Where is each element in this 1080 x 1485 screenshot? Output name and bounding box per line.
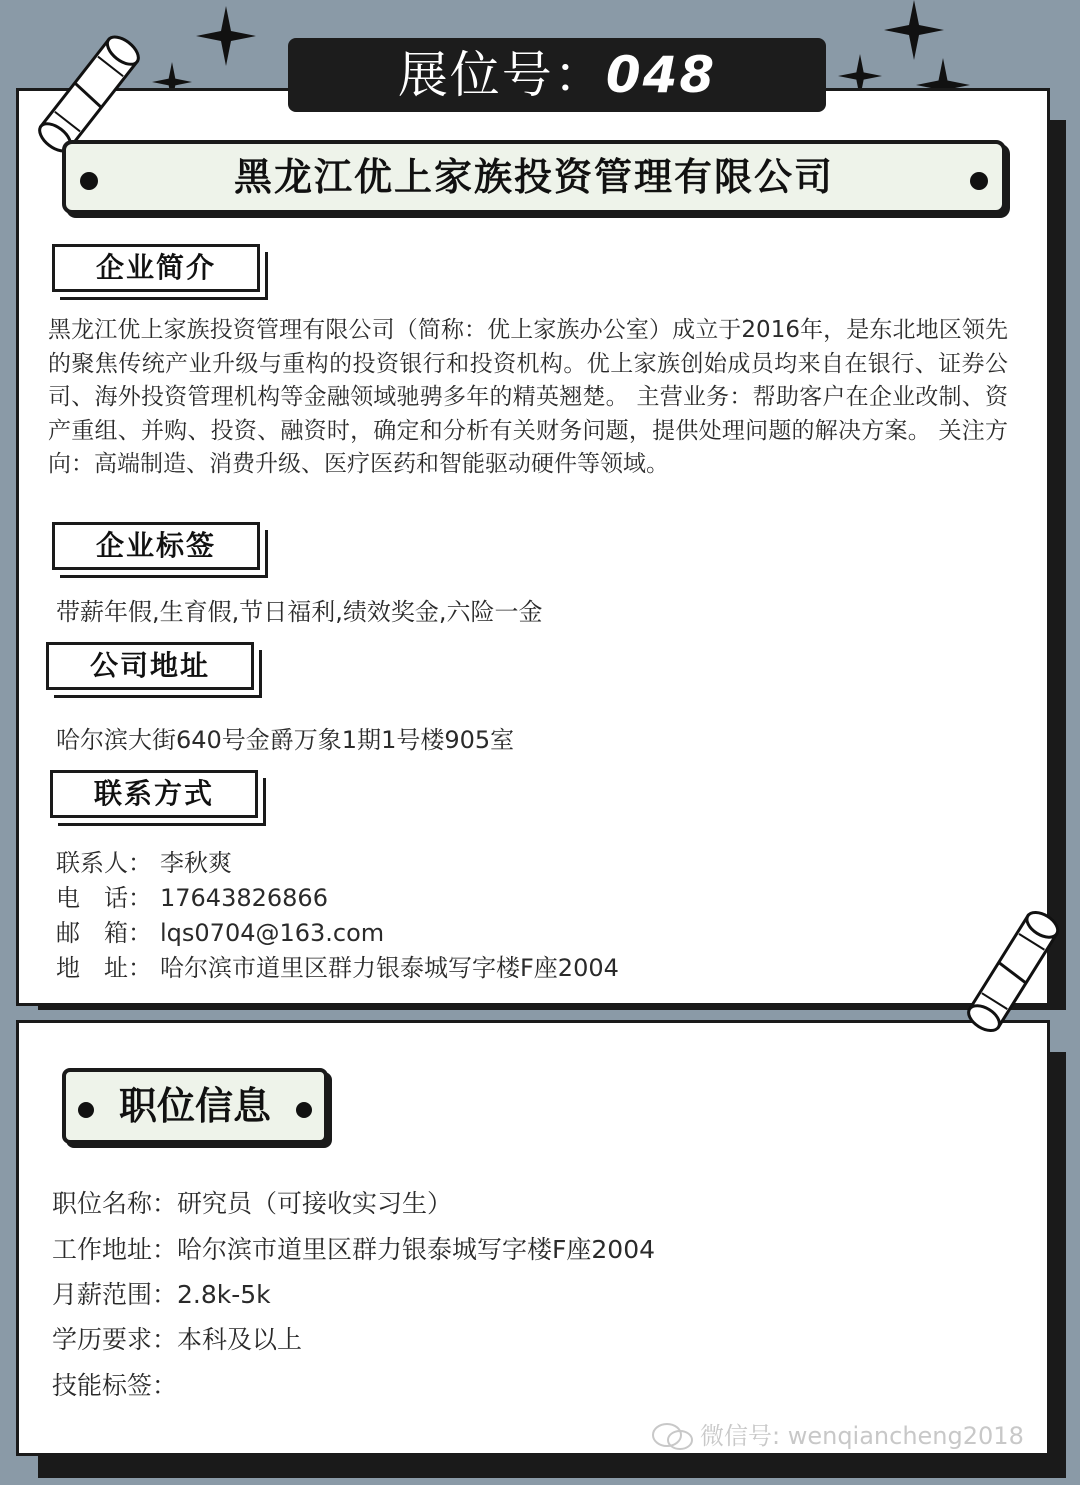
contact-label: 邮 箱： bbox=[56, 919, 152, 947]
contact-value: 哈尔滨市道里区群力银泰城写字楼F座2004 bbox=[160, 954, 619, 982]
contact-row bbox=[56, 948, 619, 983]
job-row bbox=[52, 1275, 271, 1311]
job-row bbox=[52, 1230, 655, 1266]
job-value: 本科及以上 bbox=[177, 1325, 303, 1354]
job-row bbox=[52, 1320, 302, 1356]
contact-value: 李秋爽 bbox=[160, 849, 232, 877]
job-label: 技能标签： bbox=[52, 1371, 178, 1400]
job-value: 研究员（可接收实习生） bbox=[177, 1189, 453, 1218]
contact-row bbox=[56, 878, 328, 913]
contact-value: 17643826866 bbox=[160, 884, 328, 912]
bullet-dot bbox=[296, 1102, 312, 1118]
booth-number: 048 bbox=[605, 46, 717, 104]
job-row bbox=[52, 1184, 452, 1220]
job-value: 2.8k-5k bbox=[177, 1280, 271, 1309]
booth-number-tab bbox=[288, 38, 826, 112]
contact-label: 电 话： bbox=[56, 884, 152, 912]
bullet-dot bbox=[78, 1102, 94, 1118]
job-label: 职位名称： bbox=[52, 1189, 178, 1218]
contact-value: lqs0704@163.com bbox=[160, 919, 385, 947]
contact-label: 地 址： bbox=[56, 954, 152, 982]
job-value: 哈尔滨市道里区群力银泰城写字楼F座2004 bbox=[177, 1235, 656, 1264]
position-heading: 职位信息 bbox=[118, 1084, 271, 1128]
watermark bbox=[650, 1416, 1024, 1452]
scroll-icon bbox=[944, 892, 1080, 1052]
bullet-dot bbox=[970, 172, 988, 190]
job-row bbox=[52, 1366, 177, 1402]
job-label: 工作地址： bbox=[52, 1235, 178, 1264]
position-heading-box bbox=[62, 1068, 328, 1144]
tags-text: 带薪年假,生育假,节日福利,绩效奖金,六险一金 bbox=[56, 598, 543, 626]
bullet-dot bbox=[80, 172, 98, 190]
contact-row bbox=[56, 843, 232, 878]
contact-label: 联系人： bbox=[56, 849, 152, 877]
address-heading: 公司地址 bbox=[46, 642, 254, 690]
intro-text: 黑龙江优上家族投资管理有限公司（简称：优上家族办公室）成立于2016年，是东北地区领先的聚焦传统产业升级与重构的投资银行和投资机构。优上家族创始成员均来自在银行、证券公司、海外投资管理机构等金融领域驰骋多年的精英翘楚。 主营业务：帮助客户在企业改制、资产重组、并购、投资、融资时，确定和分析有关财务问题，提供处理问题的解决方案。 关注方向：高端制造、消费升级、医疗医药和智能驱动硬件等领域。 bbox=[48, 317, 1008, 477]
wechat-icon bbox=[650, 1422, 696, 1452]
contact-row bbox=[56, 913, 384, 948]
booth-label: 展位号： bbox=[397, 46, 606, 104]
watermark-text: 微信号: wenqiancheng2018 bbox=[700, 1422, 1024, 1450]
company-name-bar bbox=[62, 140, 1006, 214]
tags-heading: 企业标签 bbox=[52, 522, 260, 570]
sparkle-icon bbox=[196, 6, 256, 66]
intro-heading: 企业简介 bbox=[52, 244, 260, 292]
job-label: 学历要求： bbox=[52, 1325, 178, 1354]
sparkle-icon bbox=[884, 0, 944, 60]
contact-heading: 联系方式 bbox=[50, 770, 258, 818]
address-text: 哈尔滨大街640号金爵万象1期1号楼905室 bbox=[56, 726, 515, 754]
company-name: 黑龙江优上家族投资管理有限公司 bbox=[233, 155, 834, 199]
job-label: 月薪范围： bbox=[52, 1280, 178, 1309]
